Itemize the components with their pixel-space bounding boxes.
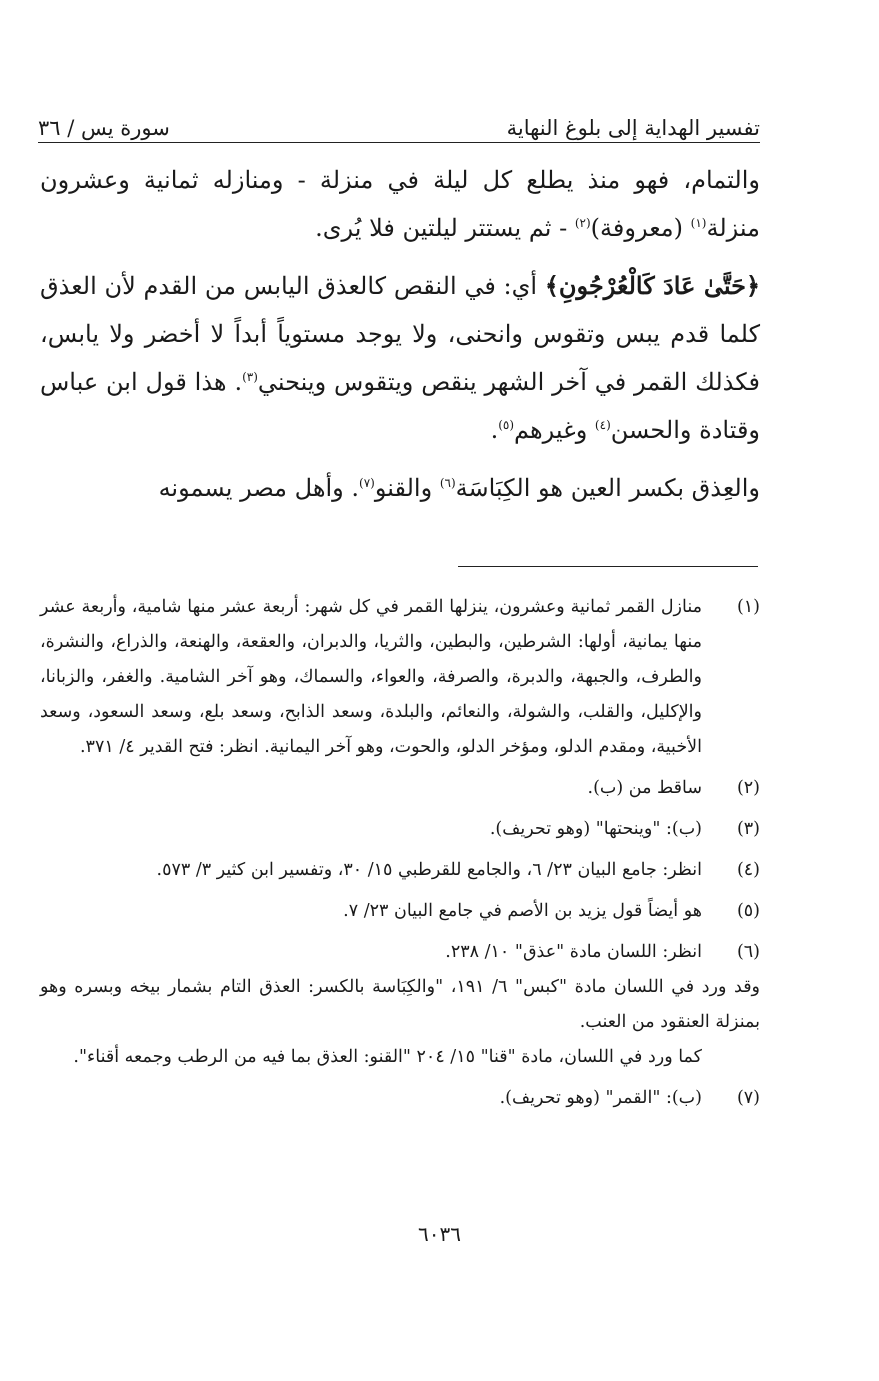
footnote-ref-7[interactable]: (٧) [359,476,375,490]
text-run: - ثم يستتر ليلتين فلا يُرى. [315,214,575,242]
footnote-ref-4[interactable]: (٤) [594,418,611,432]
paragraph-2 [40,262,760,454]
text-run: (معروفة) [590,214,691,242]
footnote-1 [40,590,760,765]
footnote-text: (ب): "وينحتها" (وهو تحريف). [489,819,702,839]
footnote-text: انظر: اللسان مادة "عذق" ١٠/ ٢٣٨. [445,942,702,962]
footnote-ref-1[interactable]: (١) [690,216,707,230]
footnote-number: (٢) [736,778,760,798]
surah-reference: سورة يس / ٣٦ [38,116,170,140]
footnote-text: ساقط من (ب). [587,778,702,798]
footnote-number: (١) [736,597,760,617]
footnote-ref-2[interactable]: (٢) [574,216,591,230]
text-run: أي: في النقص كالعذق اليابس من القدم لأن العذق كلما قدم يبس وتقوس وانحنى، ولا يوجد مستوياً أبداً لا أخضر ولا يابس، فكذلك القمر في آخر الشهر ينقص ويتقوس وينحني [40,272,761,396]
footnote-6 [40,935,760,970]
text-run: وغيرهم [514,416,595,444]
footnote-ref-6[interactable]: (٦) [439,476,456,490]
paragraph-1 [40,156,760,252]
footnote-2 [40,771,760,806]
footnote-6-continuation-1: وقد ورد في اللسان مادة "كبس" ٦/ ١٩١، "والكِبَاسة بالكسر: العذق التام بشمار بيخه وبسره وهو بمنزلة العنقود من العنب. [40,977,761,1032]
text-run: . [490,416,499,444]
text-run: . وأهل مصر يسمونه [158,474,359,502]
footnote-text: منازل القمر ثمانية وعشرون، ينزلها القمر في كل شهر: أربعة عشر منها شامية، وأربعة عشر منها يمانية، أولها: الشرطين، والبطين، والثريا، والدبران، والعقعة، والهنعة، والذراع، والنشرة، والطرف، والجبهة، والدبرة، والصرفة، والعواء، والسماك، وهو آخر الشامية. والغفر، والزبانا، والإكليل، والقلب، والشولة، والنعائم، والبلدة، وسعد الذابح، وسعد بلع، وسعد السعود، وسعد الأخبية، ومقدم الدلو، ومؤخر الدلو، والحوت، وهو آخر اليمانية. انظر: فتح القدير ٤/ ٣٧١. [40,597,702,757]
footnote-number: (٥) [736,901,760,921]
footnote-6-continuation-2: كما ورد في اللسان، مادة "قنا" ١٥/ ٢٠٤ "القنو: العذق بما فيه من الرطب وجمعه أقناء". [73,1047,702,1067]
text-run: والتمام، فهو منذ يطلع كل ليلة في منزلة - ومنازله ثمانية وعشرون منزلة [40,166,760,242]
footnote-number: (٦) [736,942,760,962]
footnote-5 [40,894,760,929]
footnote-text: (ب): "القمر" (وهو تحريف). [499,1088,702,1108]
footnote-number: (٣) [736,819,760,839]
footnote-7 [40,1081,760,1116]
footnote-3 [40,812,760,847]
quran-verse: ﴿حَتَّىٰ عَادَ كَالْعُرْجُونِ﴾ [544,271,761,300]
footnote-4 [40,853,760,888]
footnote-text: هو أيضاً قول يزيد بن الأصم في جامع البيان ٢٣/ ٧. [343,901,702,921]
page-number: ٦٠٣٦ [418,1222,461,1246]
text-run: والقنو [374,474,440,502]
running-header [38,100,760,140]
footnote-text: انظر: جامع البيان ٢٣/ ٦، والجامع للقرطبي ١٥/ ٣٠، وتفسير ابن كثير ٣/ ٥٧٣. [156,860,702,880]
footnote-separator [458,566,758,567]
main-text [40,156,760,512]
footnote-ref-3[interactable]: (٣) [242,370,258,384]
footnote-ref-5[interactable]: (٥) [498,418,515,432]
footnotes [40,590,760,1116]
header-rule [38,142,760,143]
footnote-number: (٤) [736,860,760,880]
book-title: تفسير الهداية إلى بلوغ النهاية [506,116,760,140]
text-run: . هذا قول ابن عباس وقتادة والحسن [40,368,760,444]
paragraph-3 [40,464,760,512]
footnote-number: (٧) [736,1088,760,1108]
text-run: والعِذق بكسر العين هو الكِبَاسَة [455,474,760,502]
